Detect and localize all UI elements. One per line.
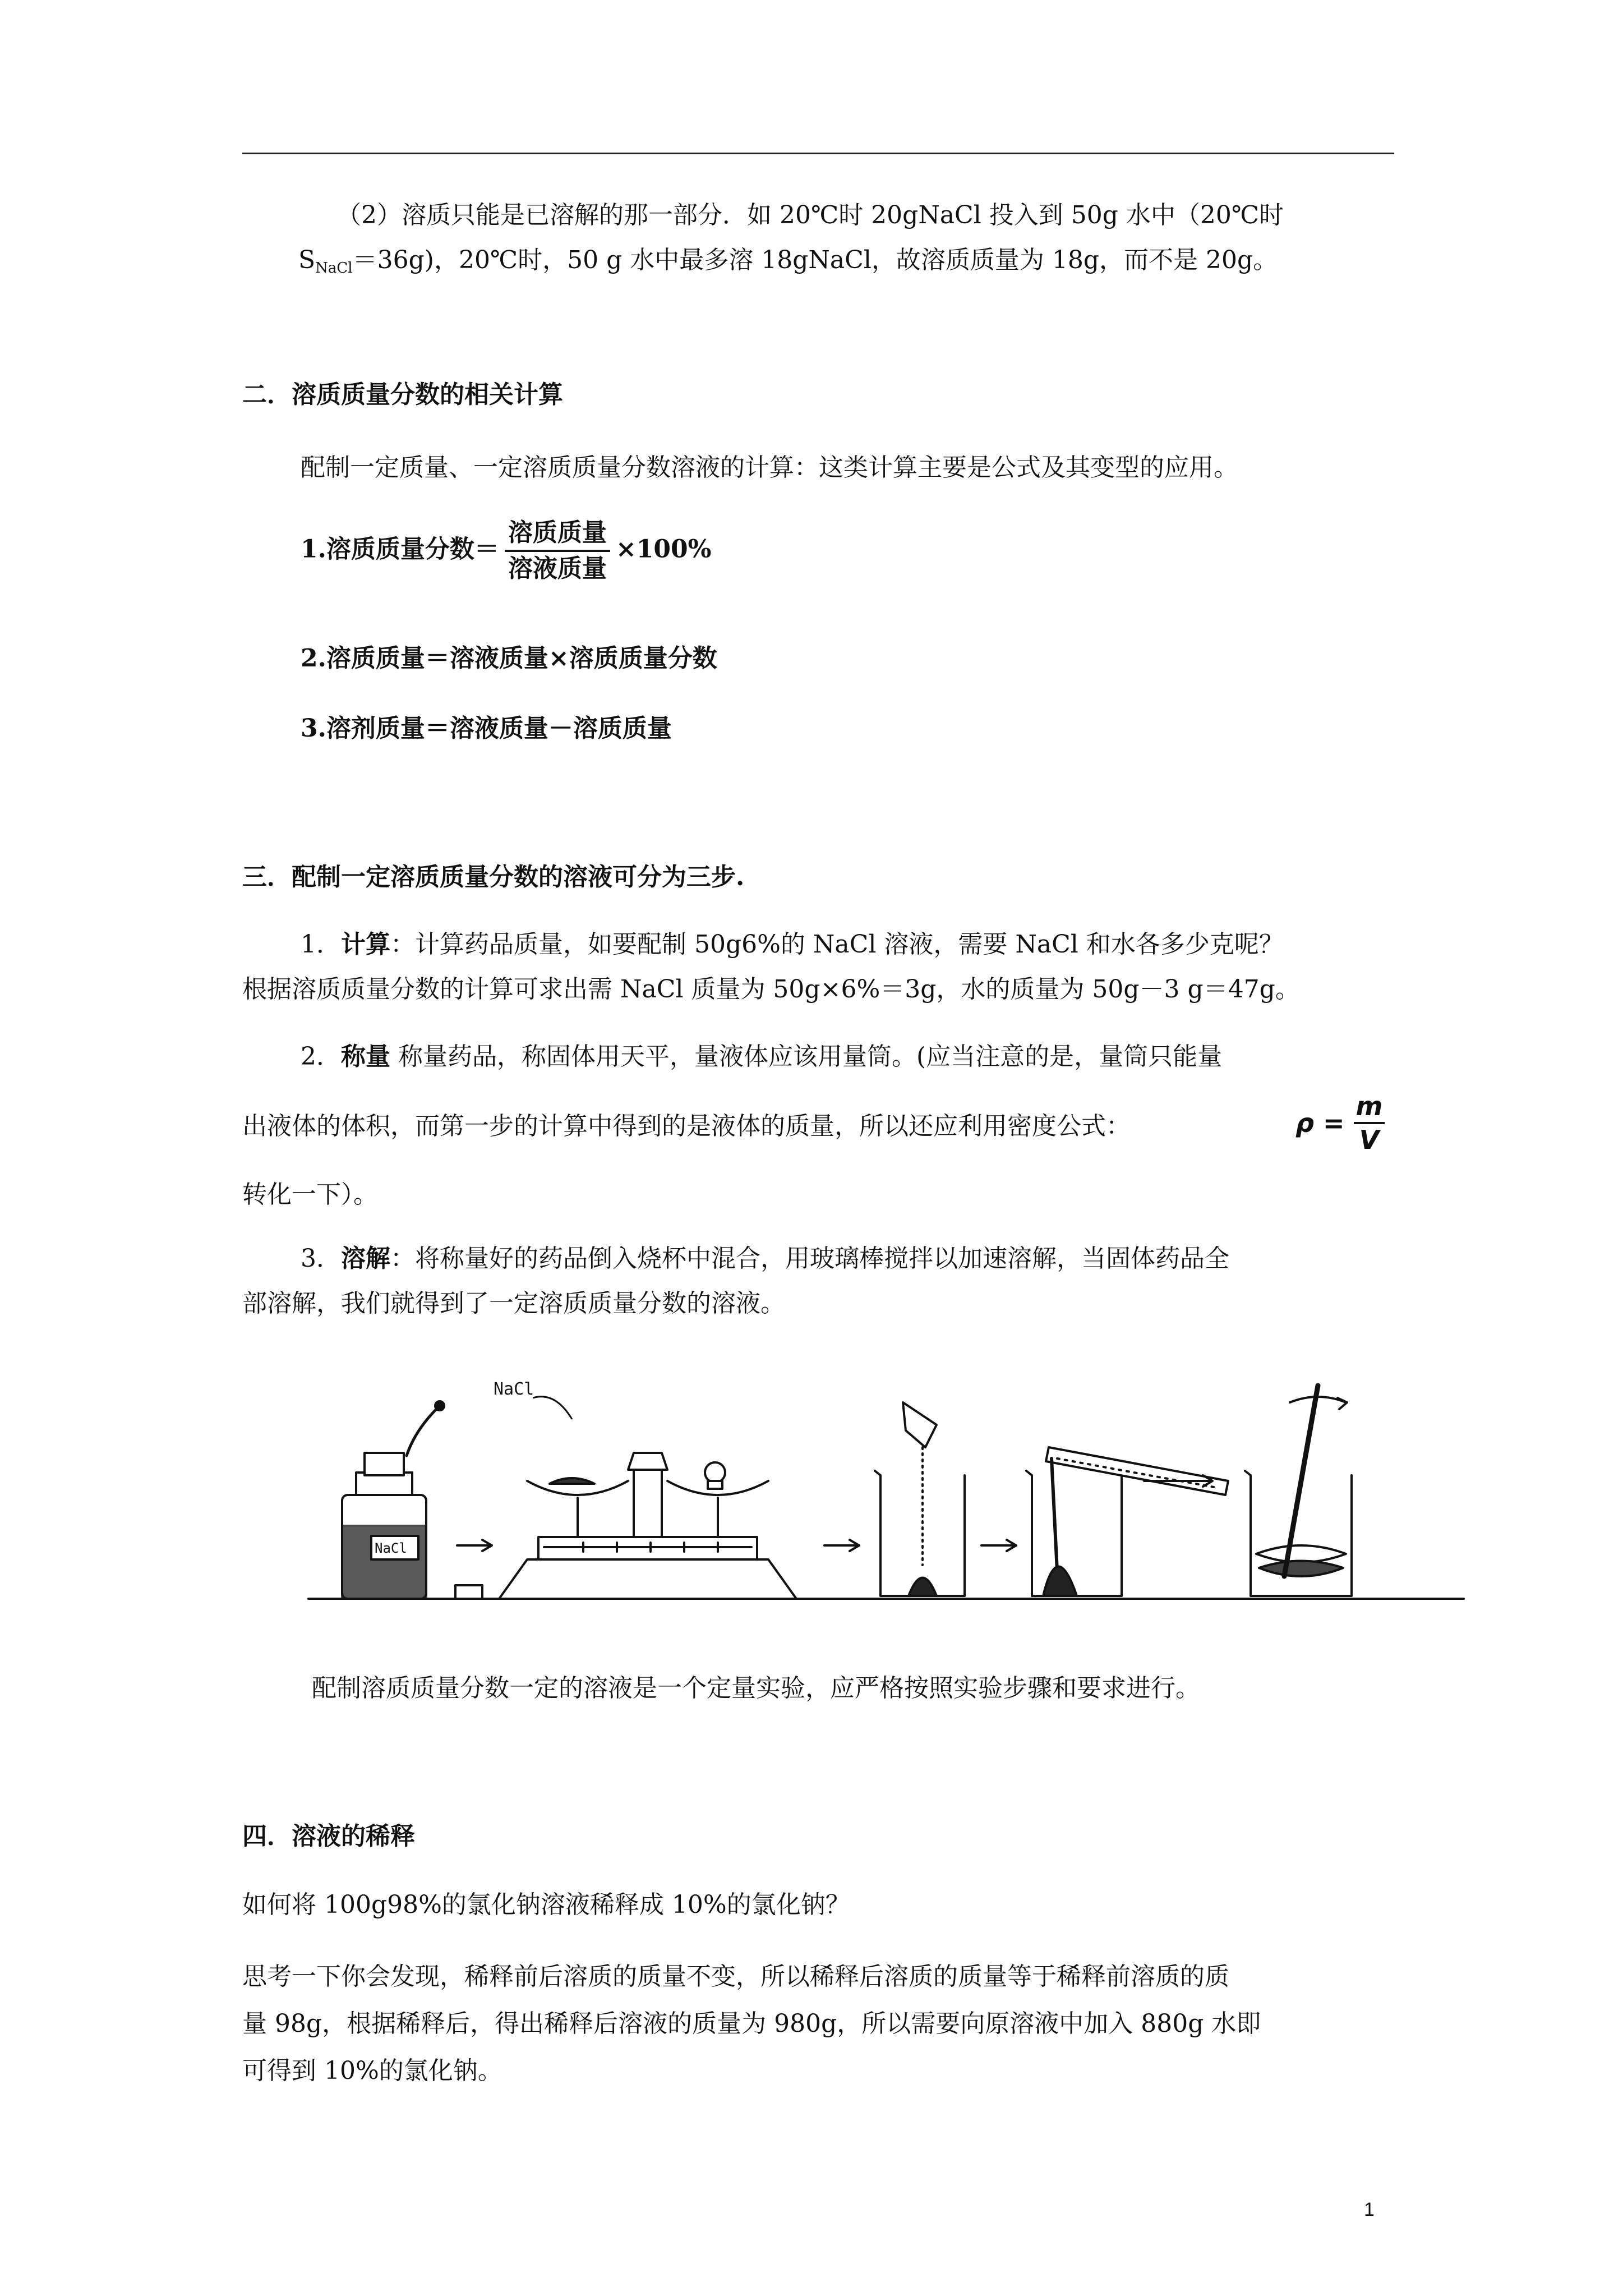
step-number: 1． (301, 930, 341, 959)
arrow-icon (981, 1540, 1016, 1551)
paragraph-line: （2）溶质只能是已溶解的那一部分．如 20℃时 20gNaCl 投入到 50g 水中（20℃时 (336, 201, 1284, 229)
formula-solvent-mass: 3.溶剂质量＝溶液质量－溶质质量 (301, 714, 672, 743)
balance-scale-icon (499, 1453, 796, 1599)
label-pointer (533, 1397, 572, 1419)
step-calculate (301, 920, 1284, 969)
formula-fraction (505, 516, 610, 586)
beaker-icon (875, 1402, 965, 1596)
formula-mass-fraction (301, 516, 711, 586)
figure-label: NaCl (494, 1379, 534, 1399)
step-dissolve (301, 1234, 1229, 1283)
step-number: 2． (301, 1042, 341, 1071)
formula-rhs: ×100% (615, 535, 712, 564)
fraction-denominator: 溶液质量 (508, 554, 607, 583)
density-formula (1295, 1091, 1385, 1156)
beaker-stirring-icon (1245, 1386, 1352, 1596)
step-weigh-continued (242, 1102, 1131, 1151)
arrow-icon (457, 1540, 492, 1551)
figure-caption: 配制溶质质量分数一定的溶液是一个定量实验，应严格按照实验步骤和要求进行。 (312, 1674, 1200, 1703)
rho-symbol: ρ (1295, 1108, 1314, 1138)
section-intro: 配制一定质量、一定溶质质量分数溶液的计算：这类计算主要是公式及其变型的应用。 (301, 453, 1238, 482)
section-heading: 二．溶质质量分数的相关计算 (242, 380, 563, 409)
step-weigh-end: 转化一下）。 (242, 1180, 378, 1209)
fraction-denominator: V (1359, 1125, 1380, 1155)
step-weigh (301, 1032, 1222, 1082)
step-label: 称量 (341, 1042, 390, 1071)
bottle-label: NaCl (375, 1540, 407, 1556)
experiment-illustration (303, 1369, 1469, 1616)
section-heading: 四．溶液的稀释 (242, 1822, 415, 1851)
step-text: 称量药品，称固体用天平，量液体应该用量筒。(应当注意的是，量筒只能量 (390, 1042, 1223, 1071)
page-number: 1 (1364, 2199, 1375, 2220)
paragraph-solute-dissolved (336, 191, 1284, 240)
equals-sign: = (1313, 1108, 1354, 1138)
solubility-symbol: S (298, 246, 316, 274)
arrow-icon (824, 1540, 859, 1551)
step-text: 出液体的体积，而第一步的计算中得到的是液体的质量，所以还应利用密度公式： (242, 1112, 1131, 1140)
formula-solute-mass: 2.溶质质量＝溶液质量×溶质质量分数 (301, 644, 717, 673)
header-rule (242, 153, 1394, 154)
dilution-answer-line: 量 98g，根据稀释后，得出稀释后溶液的质量为 980g，所以需要向原溶液中加入 880g 水即 (242, 2009, 1261, 2038)
step-label: 计算 (341, 930, 390, 959)
fraction-numerator: m (1354, 1091, 1385, 1124)
beaker-icon (1026, 1447, 1228, 1596)
reagent-bottle-icon (342, 1401, 444, 1599)
dilution-question: 如何将 100g98%的氯化钠溶液稀释成 10%的氯化钠？ (242, 1890, 850, 1919)
dilution-answer-line: 思考一下你会发现，稀释前后溶质的质量不变，所以稀释后溶质的质量等于稀释前溶质的质 (242, 1962, 1229, 1991)
weight-block-icon (455, 1585, 482, 1599)
section-heading: 三．配制一定溶质质量分数的溶液可分为三步. (242, 863, 745, 891)
paragraph-line: ＝36g)，20℃时，50 g 水中最多溶 18gNaCl，故溶质质量为 18g，而不是 20g。 (352, 246, 1278, 274)
density-fraction (1354, 1091, 1385, 1156)
step-text: ：计算药品质量，如要配制 50g6%的 NaCl 溶液，需要 NaCl 和水各多少克呢？ (390, 930, 1284, 959)
dilution-answer-line: 可得到 10%的氯化钠。 (242, 2056, 502, 2085)
step-calculate-continued: 根据溶质质量分数的计算可求出需 NaCl 质量为 50g×6%＝3g，水的质量为 50g－3 g＝47g。 (242, 975, 1300, 1004)
step-dissolve-continued: 部溶解，我们就得到了一定溶质质量分数的溶液。 (242, 1289, 785, 1318)
step-label: 溶解 (341, 1244, 390, 1273)
step-number: 3． (301, 1244, 341, 1273)
step-text: ：将称量好的药品倒入烧杯中混合，用玻璃棒搅拌以加速溶解，当固体药品全 (390, 1244, 1229, 1273)
formula-lhs: 1.溶质质量分数＝ (301, 535, 499, 564)
paragraph-solubility-line (298, 236, 1278, 293)
fraction-numerator: 溶质质量 (505, 516, 610, 552)
solubility-subscript: NaCl (315, 260, 353, 277)
